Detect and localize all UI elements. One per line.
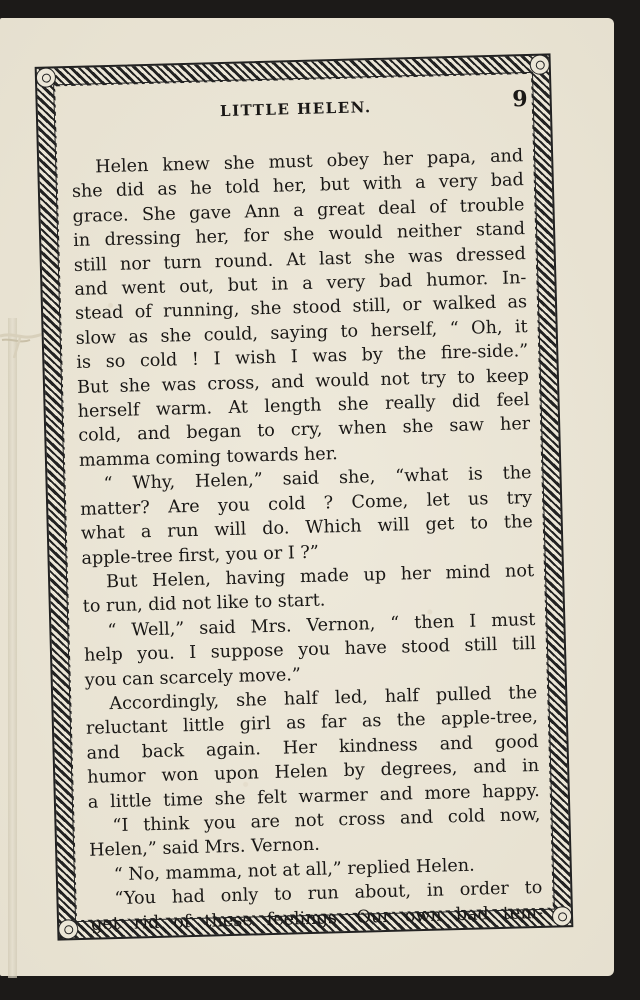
ornamental-border [37,55,572,938]
text-line: “ Why, Helen,” said she, “what is the [103,463,532,495]
corner-ornament-icon [36,67,57,88]
text-line: you can scarcely move.” [84,664,302,691]
text-line: “ No, mamma, not at all,” replied Helen. [113,855,475,885]
page-number: 9 [512,86,528,113]
text-line: Helen,” said Mrs. Vernon. [88,835,321,862]
text-line: cold, and began to cry, when she saw her [78,414,531,447]
text-line: grace. She gave Ann a great deal of trouble [72,194,525,227]
text-line: and went out, but in a very bad humor. In- [74,268,527,300]
text-line: apple-tree first, you or I ?” [81,542,320,569]
text-line: “I think you are not cross and cold now, [112,804,541,837]
book-page [0,18,614,976]
text-line: what a run will do. Which will get to the [80,512,533,544]
text-line: herself warm. At length she really did feel [77,390,530,422]
text-line: “You had only to run about, in order to [114,878,543,910]
text-line: is so cold ! I wish I was by the fire-side.” [76,341,529,374]
text-line: matter? Are you cold ? Come, let us try [79,487,533,520]
text-line: get rid of these feelings. Our own bad tem- [90,902,544,935]
text-line: reluctant little girl as far as the apple-tree, [85,707,539,740]
text-line: But Helen, having made up her mind not [105,560,535,593]
page-spine-shadow [8,318,17,978]
text-line: and back again. Her kindness and good [86,731,539,764]
running-head [70,86,528,134]
running-head-title: LITTLE HELEN. [219,98,372,121]
corner-ornament-icon [530,54,551,75]
body-text [71,144,543,937]
text-line: help you. I suppose you have stood still till [83,634,537,666]
text-line: in dressing her, for she would neither stand [72,219,526,252]
text-line: “ Well,” said Mrs. Vernon, “ then I must [107,609,536,641]
corner-ornament-icon [552,906,573,927]
text-line: a little time she felt warmer and more happy. [87,780,541,813]
text-line: humor won upon Helen by degrees, and in [87,756,540,788]
text-line: she did as he told her, but with a very bad [71,170,525,203]
text-line: slow as she could, saying to herself, “ Oh, it [75,316,528,349]
text-line: to run, did not like to start. [82,590,326,618]
text-line: mamma coming towards her. [78,443,339,471]
text-line: stead of running, she stood still, or walked as [74,292,528,325]
text-line: But she was cross, and would not try to keep [76,365,530,398]
text-block [70,86,544,935]
text-line: Accordingly, she half led, half pulled the [109,682,538,715]
corner-ornament-icon [58,919,79,940]
text-line: still nor turn round. At last she was dressed [73,243,526,276]
text-line: Helen knew she must obey her papa, and [95,146,524,178]
